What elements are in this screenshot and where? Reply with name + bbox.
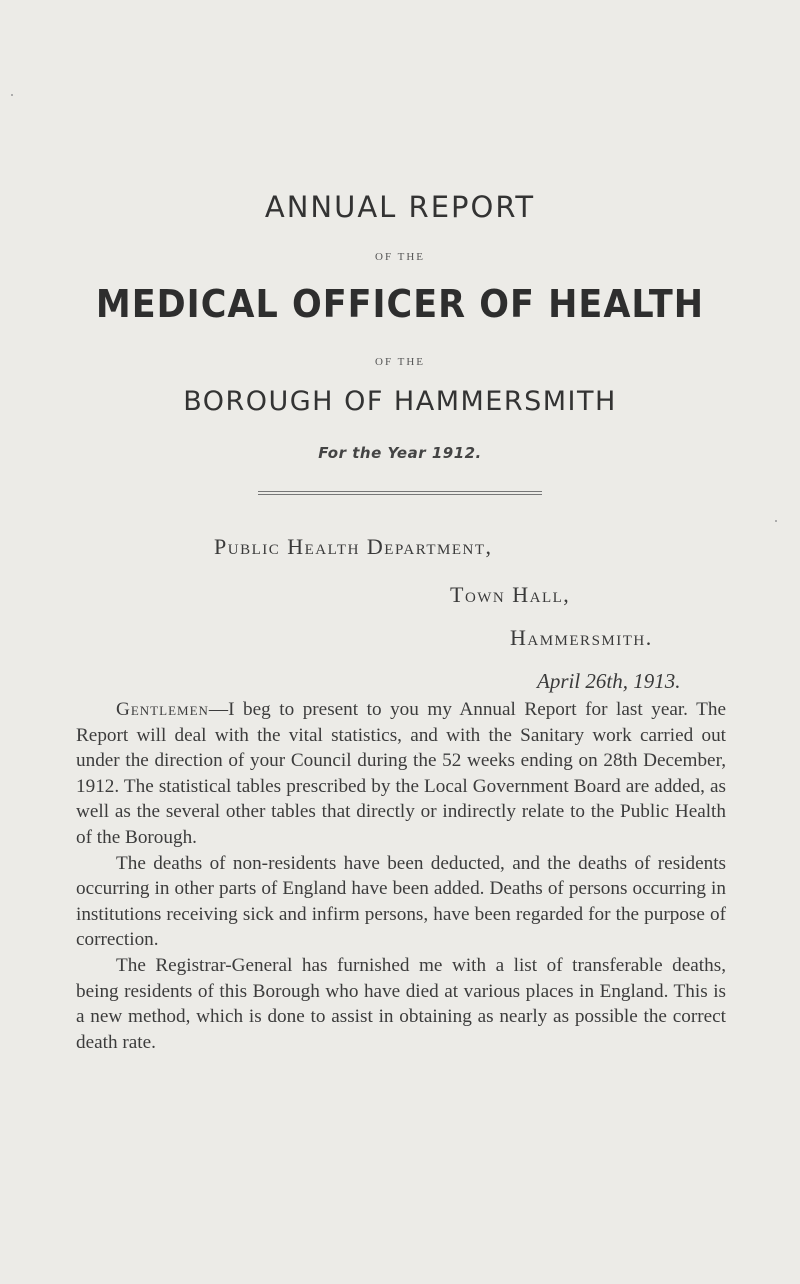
of-the-connector-2: OF THE [375, 356, 425, 368]
medical-officer-heading: MEDICAL OFFICER OF HEALTH [95, 283, 705, 327]
paragraph-2: The deaths of non-residents have been deducted, and the deaths of residents occurring in other parts of England have been added. Deaths of persons occurring in institutions receiving sick and infirm persons, have been regarded for the purpose of correction. [76, 852, 726, 951]
address-department: Public Health Department, [214, 534, 493, 559]
salutation: Gentlemen [116, 699, 209, 720]
divider-rule-bottom [258, 494, 542, 495]
annual-report-heading: ANNUAL REPORT [264, 190, 536, 224]
report-year: For the Year 1912. [318, 444, 482, 462]
address-town-hall: Town Hall, [450, 582, 571, 607]
paper-speck [11, 94, 13, 96]
paragraph-1-text: —I beg to present to you my Annual Report for last year. The Report will deal with the vital statistics, and with the Sanitary work carried out under the direction of your Council during the 52 weeks ending on 28th December, 1912. The statistical tables prescribed by the Local Government Board are added, as well as the several other tables that directly or indirectly relate to the Public Health of the Borough. [76, 699, 726, 848]
letter-body [76, 697, 726, 1055]
address-place: Hammersmith. [510, 625, 653, 650]
paragraph-3: The Registrar-General has furnished me with a list of transferable deaths, being residents of this Borough who have died at various places in England. This is a new method, which is done to assist in obtaining as nearly as possible the correct death rate. [76, 954, 726, 1053]
of-the-connector-1: OF THE [375, 251, 425, 263]
borough-heading: BOROUGH OF HAMMERSMITH [183, 386, 617, 417]
divider-rule-top [258, 491, 542, 492]
paragraph-1 [76, 697, 726, 851]
paper-speck [775, 520, 777, 522]
letter-date: April 26th, 1913. [537, 669, 681, 693]
